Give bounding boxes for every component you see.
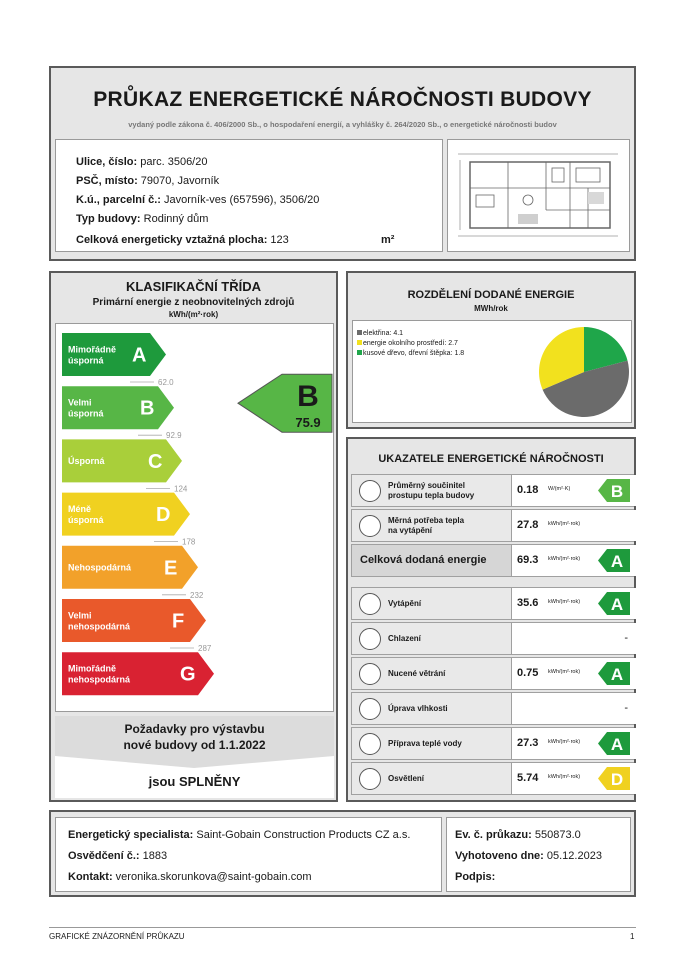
requirements-result: jsou SPLNĚNY (148, 774, 241, 789)
distribution-unit: MWh/rok (474, 304, 508, 313)
class-letter-f: F (172, 610, 185, 633)
bulb-icon (359, 768, 381, 790)
date-value: 05.12.2023 (546, 850, 602, 862)
page-number: 1 (630, 932, 635, 941)
indicators-panel (346, 437, 636, 802)
class-limit-d: 178 (182, 537, 196, 547)
indicator-label: Osvětlení (388, 773, 425, 783)
indicator-value-cell (511, 510, 636, 541)
class-label-g-line2: nehospodárná (68, 674, 131, 685)
street-value: parc. 3506/20 (140, 156, 208, 168)
indicator-row (351, 474, 634, 507)
area-unit: m² (381, 234, 395, 246)
legend-label: energie okolního prostředí: 2.7 (363, 340, 458, 347)
class-badge (598, 732, 630, 755)
ev-value: 550873.0 (534, 829, 581, 841)
indicator-label: Úprava vlhkosti (388, 703, 448, 713)
class-arrow-b (62, 386, 174, 429)
legend-swatch (357, 340, 362, 345)
thermometer-plus-icon (359, 593, 381, 615)
requirements-line-2: nové budovy od 1.1.2022 (123, 738, 266, 752)
indicator-unit: kWh/(m²·rok) (548, 739, 581, 745)
distribution-pie-chart (537, 324, 631, 420)
registration-info (446, 817, 631, 892)
ku-value: Javorník-ves (657596), 3506/20 (164, 194, 320, 206)
fan-icon (359, 663, 381, 685)
indicator-row (351, 544, 634, 577)
class-letter-b: B (140, 397, 155, 420)
cert-label: Osvědčení č.: (68, 850, 140, 862)
thermometer-minus-icon (359, 628, 381, 650)
class-label-g: Mimořádně (68, 663, 117, 674)
distribution-chart (352, 320, 632, 423)
class-result-value: 75.9 (295, 415, 321, 430)
indicator-unit: kWh/(m²·rok) (548, 599, 581, 605)
indicator-label: Nucené větrání (388, 668, 446, 678)
class-panel-subtitle: Primární energie z neobnovitelných zdrojů (92, 297, 295, 308)
class-letter-d: D (156, 504, 171, 527)
ev-label: Ev. č. průkazu: (455, 829, 532, 841)
indicator-row (351, 509, 634, 542)
document-subtitle: vydaný podle zákona č. 406/2000 Sb., o hospodaření energií, a vyhlášky č. 264/2020 Sb., o energetické náročnosti budov (128, 120, 557, 129)
legend-label: kusové dřevo, dřevní štěpka: 1.8 (363, 350, 465, 357)
class-arrow-d (62, 493, 190, 536)
indicator-value: 27.8 (517, 519, 539, 531)
legend-item (357, 349, 464, 359)
heat-waves-icon (359, 515, 381, 537)
class-arrow-c (62, 439, 182, 482)
class-badge (598, 479, 630, 502)
class-badge-letter: A (610, 735, 624, 754)
indicator-row (351, 727, 634, 760)
class-limit-a: 62.0 (158, 378, 174, 387)
floor-plan-drawing (448, 140, 629, 251)
indicator-label: Chlazení (388, 633, 421, 643)
specialist-info (55, 817, 442, 892)
class-arrow-e (62, 546, 198, 589)
class-label-f: Velmi (68, 610, 92, 621)
class-badge (598, 767, 630, 790)
contact-label: Kontakt: (68, 871, 113, 883)
class-label-d-line2: úsporná (68, 515, 104, 526)
droplet-icon (359, 698, 381, 720)
class-panel-title: KLASIFIKAČNÍ TŘÍDA (125, 279, 262, 294)
class-badge-letter: D (610, 770, 624, 789)
class-badge-letter: B (610, 482, 624, 501)
header-box (49, 66, 636, 261)
class-badge (598, 662, 630, 685)
legend-swatch (357, 330, 362, 335)
class-panel (49, 271, 338, 802)
requirements-box (55, 716, 334, 798)
indicators-title: UKAZATELE ENERGETICKÉ NÁROČNOSTI (378, 453, 604, 465)
class-letter-a: A (132, 344, 147, 367)
indicator-row (351, 762, 634, 795)
area-label: Celková energeticky vztažná plocha: (76, 234, 268, 246)
indicator-value: 35.6 (517, 597, 539, 609)
floor-plan-image (447, 139, 630, 252)
class-badge-letter: A (610, 552, 624, 571)
specialist-name-label: Energetický specialista: (68, 829, 194, 841)
indicator-label: Vytápění (388, 598, 422, 608)
indicator-unit: W/(m²·K) (548, 486, 571, 492)
specialist-box (49, 810, 636, 897)
class-arrow-g (62, 652, 214, 695)
class-result-label: B (297, 380, 319, 413)
indicator-row (351, 692, 634, 725)
house-icon (359, 480, 381, 502)
indicator-label: Průměrný součinitel prostupu tepla budovy (388, 481, 475, 500)
area-value: 123 (270, 234, 289, 246)
indicator-dash: - (624, 702, 628, 714)
indicator-unit: kWh/(m²·rok) (548, 556, 581, 562)
class-label-a: Mimořádně (68, 344, 117, 355)
class-badge (598, 549, 630, 572)
ku-label: K.ú., parcelní č.: (76, 194, 161, 206)
distribution-title: ROZDĚLENÍ DODANÉ ENERGIE (407, 289, 575, 301)
psc-value: 79070, Javorník (140, 175, 220, 187)
indicator-unit: kWh/(m²·rok) (548, 669, 581, 675)
specialist-name: Saint-Gobain Construction Products CZ a.s. (196, 829, 411, 841)
class-label-c: Úsporná (68, 455, 105, 466)
footer-divider (49, 927, 636, 928)
street-label: Ulice, číslo: (76, 156, 138, 168)
class-label-e: Nehospodárná (68, 562, 132, 573)
psc-label: PSČ, místo: (76, 175, 138, 187)
class-letter-c: C (148, 450, 163, 473)
indicator-row (351, 622, 634, 655)
indicator-value: 0.18 (517, 484, 539, 496)
class-label-a-line2: úsporná (68, 355, 104, 366)
class-letter-g: G (180, 663, 196, 686)
legend-label: elektřina: 4.1 (363, 330, 404, 337)
class-label-d: Méně (68, 504, 92, 515)
indicator-value-cell (511, 693, 636, 724)
building-info (55, 139, 443, 252)
indicator-value: 5.74 (517, 772, 539, 784)
faucet-icon (359, 733, 381, 755)
indicator-value: 27.3 (517, 737, 539, 749)
type-label: Typ budovy: (76, 213, 141, 225)
indicator-value: 0.75 (517, 667, 539, 679)
class-limit-e: 232 (190, 590, 204, 600)
indicator-value-cell (511, 623, 636, 654)
class-scale (55, 323, 334, 712)
class-label-b-line2: úsporná (68, 408, 104, 419)
class-panel-unit: kWh/(m²·rok) (168, 310, 219, 319)
class-arrow-a (62, 333, 166, 376)
contact-value: veronika.skorunkova@saint-gobain.com (115, 871, 312, 883)
class-limit-b: 92.9 (166, 431, 182, 441)
indicator-unit: kWh/(m²·rok) (548, 521, 581, 527)
class-limit-f: 287 (198, 644, 212, 653)
indicator-label: Měrná potřeba tepla na vytápění (388, 516, 465, 535)
date-label: Vyhotoveno dne: (455, 850, 544, 862)
class-label-b: Velmi (68, 397, 92, 408)
indicators-table (351, 474, 634, 794)
class-limit-c: 124 (174, 484, 188, 494)
indicator-unit: kWh/(m²·rok) (548, 774, 581, 780)
distribution-legend (357, 329, 464, 359)
legend-item (357, 339, 464, 349)
indicator-row (351, 657, 634, 690)
footer-label: GRAFICKÉ ZNÁZORNĚNÍ PRŮKAZU (49, 932, 185, 941)
class-arrow-f (62, 599, 206, 642)
signature-label: Podpis: (455, 871, 496, 883)
indicator-value: 69.3 (517, 554, 539, 566)
distribution-panel (346, 271, 636, 429)
class-badge-letter: A (610, 665, 624, 684)
type-value: Rodinný dům (143, 213, 209, 225)
cert-value: 1883 (142, 850, 168, 862)
class-label-f-line2: nehospodárná (68, 621, 131, 632)
class-badge (598, 592, 630, 615)
legend-item (357, 329, 464, 339)
document-title: PRŮKAZ ENERGETICKÉ NÁROČNOSTI BUDOVY (93, 88, 592, 111)
legend-swatch (357, 350, 362, 355)
requirements-line-1: Požadavky pro výstavbu (124, 722, 265, 736)
class-badge-letter: A (610, 595, 624, 614)
indicator-label: Příprava teplé vody (388, 738, 462, 748)
class-letter-e: E (164, 557, 178, 580)
indicator-dash: - (624, 632, 628, 644)
indicator-row (351, 587, 634, 620)
indicator-label: Celková dodaná energie (360, 554, 487, 567)
